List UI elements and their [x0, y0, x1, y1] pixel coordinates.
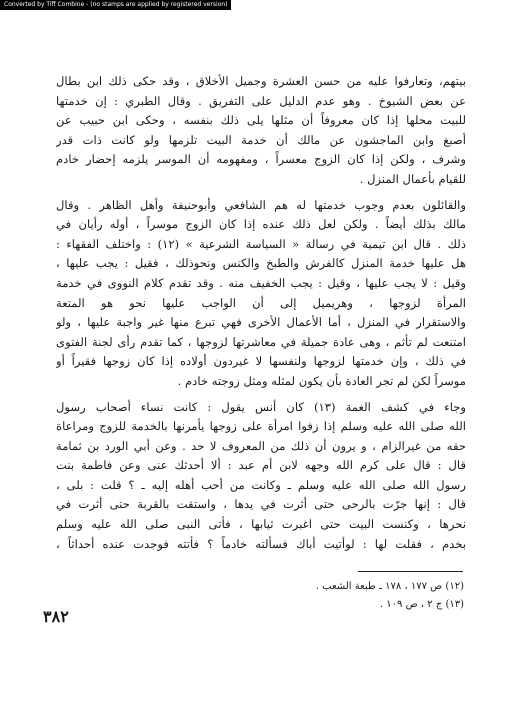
text-line: قال : قال على كرم الله وجهه لابن أم عبد : ألا أحدثك عنى وعن فاطمة بنت [56, 458, 466, 473]
text-line: هل عليها خدمة المنزل كالفرش والطبخ والكنس ونحوذلك ، فقيل : يجب عليها ، [56, 256, 466, 271]
text-line: أصبغ وابن الماجشون عن مالك أن خدمة البيت تلزمها ولو كانت ذات قدر [56, 132, 466, 147]
text-line: وشرف ، ولكن إذا كان الزوج معسراً ، ومفهومه أن الموسر يلزمه إحضار خادم [56, 152, 466, 167]
text-line: الله صلى الله عليه وسلم إذا زفوا امرأة على زوجها يأمرنها بالخدمة للزوج ومراعاة [56, 419, 466, 434]
page-body [56, 72, 466, 554]
text-line: في ذلك ، وإن خدمتها لزوجها ولنفسها لا غيردون أولاده إذا كان زوجها فقيراً أو [56, 354, 466, 369]
footnotes [150, 578, 464, 614]
paragraph-3 [56, 398, 466, 555]
text-line: عن بعض الشيوخ . وهو عدم الدليل على التفريق . وقال الطبري : إن خدمتها [56, 93, 466, 108]
text-line: وقيل : لا يجب عليها ، وقيل : يجب الخفيف منه . وقد تقدم كلام النووى في خدمة [56, 275, 466, 290]
text-line: مالك بذلك أيضاً . ولكن لعل ذلك عنده إذا كان الزوج موسراً ، أوله رأيان في [56, 217, 466, 232]
text-line: للبيت محلها إذا كان معروفاً أن مثلها يلى ذلك بنفسه ، وحكى ابن حبيب عن [56, 113, 466, 128]
text-line: بيتهم، وتعارفوا عليه من حسن العشرة وجميل الأخلاق ، وقد حكى ذلك ابن بطال [56, 74, 466, 88]
text-line: قال : إنها جرّت بالرحى حتى أثرت في يدها ، واستقت بالقربة حتى أثرت في [56, 497, 466, 512]
text-line: موسراً لكن لم تجر العادة بأن يكون لمثله ومثل زوجته خادم . [177, 373, 466, 388]
text-line: امتنعت لم تأثم ، وهى عادة جميلة في معاشرتها لزوجها ، كما تقدم رأى لجنة الفتوى [56, 334, 466, 349]
conversion-banner: Converted by Tiff Combine - (no stamps are applied by registered version) [0, 0, 231, 10]
text-line: للقيام بأعمال المنزل . [359, 171, 466, 186]
paragraph-2 [56, 196, 466, 392]
text-line: ذلك . قال ابن تيمية في رسالة « السياسة الشرعية » (١٢) : واختلف الفقهاء : [56, 236, 466, 251]
footnote-12: (١٢) ص ١٧٧ ، ١٧٨ ـ طبعة الشعب . [315, 581, 464, 592]
text-line: والاستقرار في المنزل ، أما الأعمال الأخرى فهي تبرع منها غير واجبة عليها ، ولو [56, 315, 466, 330]
text-line: وجاء في كشف الغمة (١٣) كان أنس يقول : كانت نساء أصحاب رسول [56, 399, 466, 414]
text-line: المرأة لزوجها ، وهريميل إلى أن الواجب عليها نحو هو المتعة [56, 295, 466, 310]
page-number: ٣٨٢ [43, 607, 69, 626]
footnote-13: (١٣) ج ٢ ، ص ١٠٩ . [379, 599, 464, 610]
text-line: نحرها ، وكنست البيت حتى اغبرت ثيابها ، فأتى النبى صلى الله عليه وسلم [56, 517, 466, 532]
text-line: والقائلون بعدم وجوب خدمتها له هم الشافعي وأبوحنيفة وأهل الظاهر . وقال [56, 197, 466, 212]
text-line: رسول الله صلى الله عليه وسلم ـ وكانت من أحب أهله إليه ـ ؟ قلت : بلى ، [56, 477, 466, 492]
paragraph-1 [56, 72, 466, 190]
text-line: حقه من غيرالزام ، و يرون أن ذلك من المعروف لا حد . وعن أبي الورد بن ثمامة [56, 438, 466, 453]
footnote-divider [358, 571, 463, 572]
text-line: بخدم ، فقلت لها : لوأتيت أباك فسألته خادماً ؟ فأتته فوجدت عنده أحداثاً ، [56, 536, 466, 551]
